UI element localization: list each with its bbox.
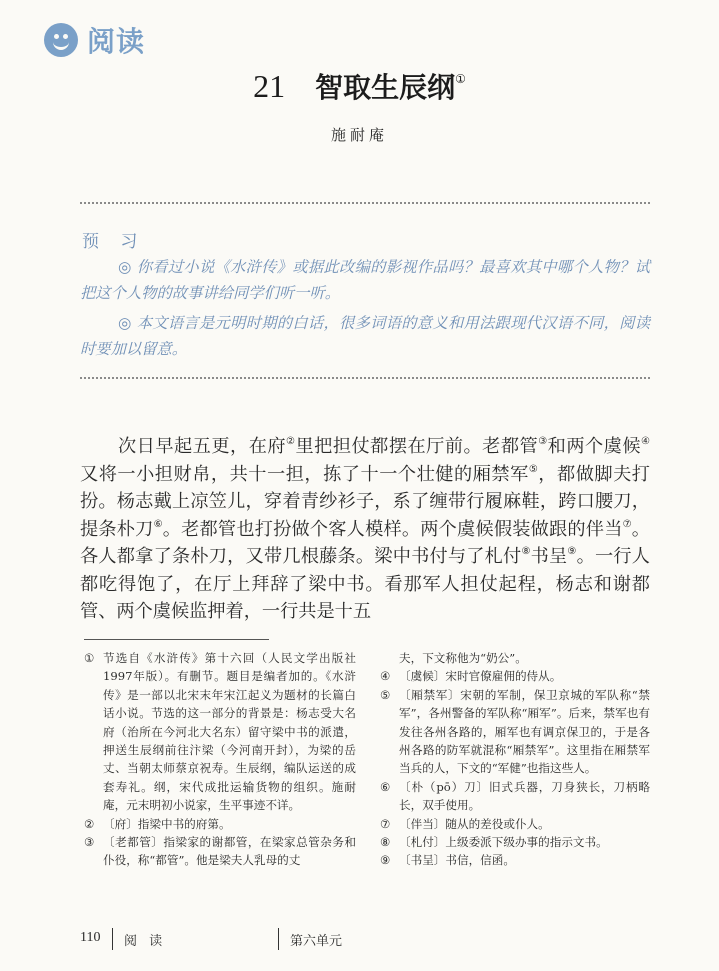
footnote-continuation: 夫，下文称他为“奶公”。 [399,651,527,665]
footnote-ref[interactable]: ④ [641,436,650,447]
footnote-ref[interactable]: ⑥ [153,518,163,530]
preview-body [80,254,650,366]
smiley-face-icon [44,23,78,57]
footer-divider [278,928,279,950]
passage-paragraph: 次日早起五更，在府②里把担仗都摆在厅前。老都管③和两个虞候④又将一小担财帛，共十一担，拣了十一个壮健的厢禁军⑤，都做脚夫打扮。杨志戴上凉笠儿，穿着青纱衫子，系了缠带行履麻鞋，跨口腰刀，提条朴刀⑥。老都管也打扮做个客人模样。两个虞候假装做跟的伴当⑦。各人都拿了条朴刀，又带几根藤条。梁中书付与了札付⑧书呈⑨。一行人都吃得饱了，在厅上拜辞了梁中书。看那军人担仗起程，杨志和谢都管、两个虞候监押着，一行共是十五 [80,436,650,622]
page-footer [80,930,719,952]
preview-item: ◎ 你看过小说《水浒传》或据此改编的影视作品吗？最喜欢其中哪个人物？试把这个人物的故事讲给同学们听一听。 [80,258,650,302]
footnote: ① 节选自《水浒传》第十六回（人民文学出版社1997年版）。有删节。题目是编者加的。《水浒传》是一部以北宋末年宋江起义为题材的长篇白话小说。节选的这一部分的背景是：杨志受大名府（治所在今河北大名东）留守梁中书的派遣，押送生辰纲前往汴梁（今河南开封），为梁的岳丈、当朝太师蔡京祝寿。生辰纲，编队运送的成套寿礼。纲，宋代成批运输货物的组织。施耐庵，元末明初小说家，生平事迹不详。 [84,651,356,813]
footnote-ref[interactable]: ② [286,436,296,447]
footnote: ⑤ 〔厢禁军〕宋朝的军制，保卫京城的军队称“禁军”，各州警备的军队称“厢军”。后来，禁军也有发往各州各路的，厢军也有调京保卫的，于是各州各路的防军就混称“厢禁军”。这里指在厢禁军当兵的人，下文的“军健”也指这些人。 [380,687,650,776]
footnotes-left-column [84,649,356,870]
footnote: ⑦ 〔伴当〕随从的差役或仆人。 [380,816,550,831]
author: 施耐庵 [330,126,388,144]
preview-heading: 预 习 [82,232,146,252]
lesson-title-text: 智取生辰纲 [315,71,456,104]
footnote-ref[interactable]: ⑤ [528,463,539,475]
footnote-ref[interactable]: ⑦ [622,518,632,530]
preview-top-divider [80,202,650,204]
title-footnote-marker[interactable]: ① [455,72,466,86]
lesson-number: 21 [253,68,286,104]
footnote: ⑥ 〔朴（pō）刀〕旧式兵器，刀身狭长，刀柄略长，双手使用。 [380,779,650,813]
footnote: ④ 〔虞候〕宋时官僚雇佣的侍从。 [380,669,562,684]
section-tab [44,20,145,60]
footnote-ref[interactable]: ⑧ [521,546,531,557]
main-passage [80,433,650,626]
footnote-ref[interactable]: ⑨ [567,546,577,557]
footnote: ⑧ 〔札付〕上级委派下级办事的指示文书。 [380,835,608,850]
footer-divider [112,928,113,950]
footnote: ③ 〔老都管〕指梁家的谢都管，在梁家总管杂务和仆役，称“都管”。他是梁夫人乳母的丈 [84,835,356,868]
footer-book-label: 阅 读 [124,934,167,949]
footnote: ⑨ 〔书呈〕书信，信函。 [380,853,515,868]
footnotes-right-column [380,649,650,870]
page-number: 110 [80,930,101,945]
lesson-title [0,66,719,106]
section-label: 阅读 [87,25,146,58]
preview-bottom-divider [80,377,650,379]
footnote: ② 〔府〕指梁中书的府第。 [84,816,231,831]
footer-unit-label: 第六单元 [290,934,343,949]
footnote-rule [84,639,269,640]
preview-item: ◎ 本文语言是元明时期的白话，很多词语的意义和用法跟现代汉语不同，阅读时要加以留意。 [80,314,650,358]
footnote-ref[interactable]: ③ [538,436,548,447]
